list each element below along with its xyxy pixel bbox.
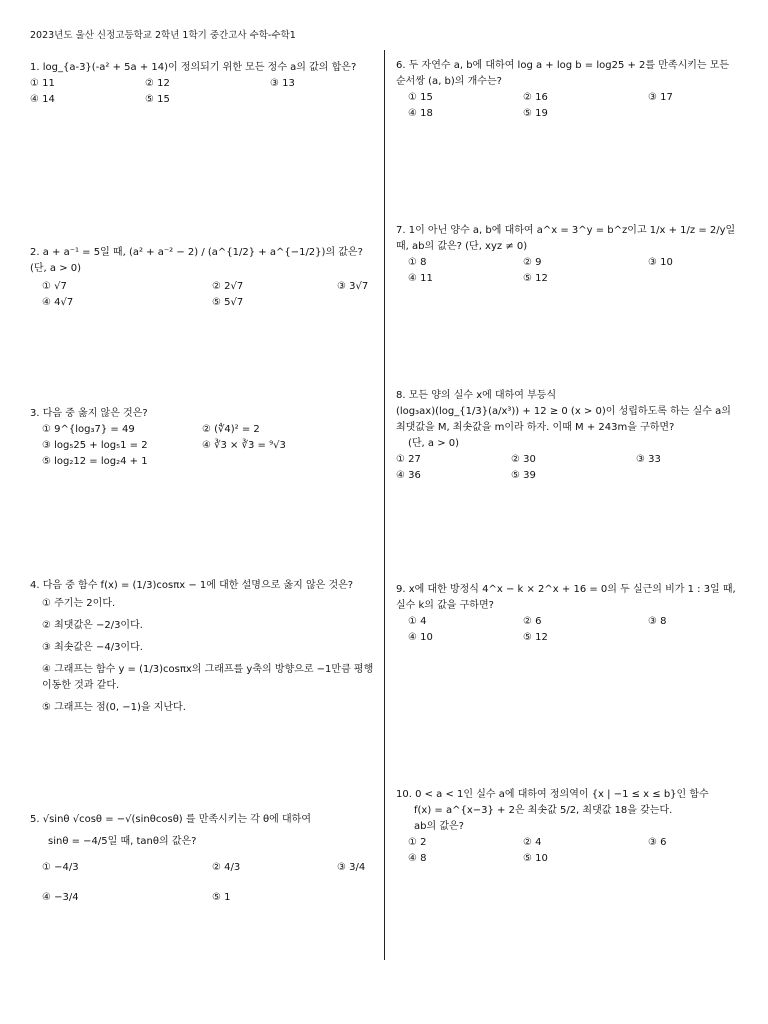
question-9-stem: 9. x에 대한 방정식 4^x − k × 2^x + 16 = 0의 두 실근의 비가 1 : 3일 때, 실수 k의 값을 구하면? (396, 584, 736, 611)
question-5 (30, 812, 375, 906)
question-10-stem: 10. 0 < a < 1인 실수 a에 대하여 정의역이 {x | −1 ≤ x ≤ b}인 함수 (396, 789, 709, 800)
choice-3[interactable]: ③ 10 (648, 257, 673, 268)
choice-4[interactable]: ④ 36 (396, 470, 421, 481)
choice-3[interactable]: ③ 3/4 (337, 862, 366, 873)
question-8 (396, 388, 741, 484)
choice-1[interactable]: ① 주기는 2이다. (42, 598, 116, 609)
choice-3[interactable]: ③ log₅25 + log₅1 = 2 (42, 440, 148, 451)
question-2 (30, 245, 375, 311)
choice-5[interactable]: ⑤ 5√7 (212, 297, 244, 308)
choice-5[interactable]: ⑤ 12 (523, 632, 548, 643)
choice-3[interactable]: ③ 8 (648, 616, 667, 627)
choice-1[interactable]: ① −4/3 (42, 862, 79, 873)
question-3-stem: 3. 다음 중 옳지 않은 것은? (30, 408, 148, 419)
choice-3[interactable]: ③ 3√7 (337, 281, 369, 292)
choice-4[interactable]: ④ 4√7 (42, 297, 74, 308)
column-divider (384, 50, 385, 960)
choice-1[interactable]: ① 4 (408, 616, 427, 627)
question-3 (30, 406, 375, 470)
choice-2[interactable]: ② 16 (523, 92, 548, 103)
question-8-stem-2: (log₃ax)(log_{1/3}(a/x³)) + 12 ≥ 0 (x > 0)이 성립하도록 하는 실수 a의 최댓값을 M, 최솟값을 m이라 하자. 이때 M + 243m을 구하면? (396, 406, 731, 433)
choice-2[interactable]: ② 6 (523, 616, 542, 627)
question-8-stem-3: (단, a > 0) (408, 438, 460, 449)
question-5-stem-2: sinθ = −4/5일 때, tanθ의 값은? (48, 836, 197, 847)
choice-3[interactable]: ③ 17 (648, 92, 673, 103)
question-5-stem: 5. √sinθ √cosθ = −√(sinθcosθ) 를 만족시키는 각 θ에 대하여 (30, 814, 311, 825)
choice-4[interactable]: ④ 14 (30, 94, 55, 105)
choice-4[interactable]: ④ 11 (408, 273, 433, 284)
choice-2[interactable]: ② 9 (523, 257, 542, 268)
choice-3[interactable]: ③ 13 (270, 78, 295, 89)
choice-3[interactable]: ③ 33 (636, 454, 661, 465)
choice-2[interactable]: ② 12 (145, 78, 170, 89)
question-8-stem: 8. 모든 양의 실수 x에 대하여 부등식 (396, 390, 557, 401)
question-1-stem: 1. log_{a-3}(-a² + 5a + 14)이 정의되기 위한 모든 정수 a의 값의 합은? (30, 62, 357, 73)
choice-4[interactable]: ④ 10 (408, 632, 433, 643)
choice-5[interactable]: ⑤ 19 (523, 108, 548, 119)
question-4 (30, 578, 375, 722)
choice-5[interactable]: ⑤ 12 (523, 273, 548, 284)
choice-2[interactable]: ② (∜4)² = 2 (202, 424, 260, 435)
choice-5[interactable]: ⑤ 그래프는 점(0, −1)을 지난다. (42, 702, 186, 713)
choice-4[interactable]: ④ 8 (408, 853, 427, 864)
choice-5[interactable]: ⑤ 10 (523, 853, 548, 864)
choice-4[interactable]: ④ ∛3 × ∛3 = ⁹√3 (202, 440, 286, 451)
choice-4[interactable]: ④ 18 (408, 108, 433, 119)
question-6-stem: 6. 두 자연수 a, b에 대하여 log a + log b = log25 + 2를 만족시키는 모든 순서쌍 (a, b)의 개수는? (396, 60, 730, 87)
choice-2[interactable]: ② 4/3 (212, 862, 241, 873)
question-10-stem-3: ab의 값은? (414, 821, 464, 832)
choice-1[interactable]: ① 15 (408, 92, 433, 103)
choice-1[interactable]: ① 27 (396, 454, 421, 465)
choice-2[interactable]: ② 4 (523, 837, 542, 848)
choice-5[interactable]: ⑤ 15 (145, 94, 170, 105)
choice-5[interactable]: ⑤ 1 (212, 892, 231, 903)
question-2-stem: 2. a + a⁻¹ = 5일 때, (a² + a⁻² − 2) / (a^{1/2} + a^{−1/2})의 값은? (단, a > 0) (30, 247, 363, 274)
choice-1[interactable]: ① √7 (42, 281, 67, 292)
question-7-stem: 7. 1이 아닌 양수 a, b에 대하여 a^x = 3^y = b^z이고 1/x + 1/z = 2/y일 때, ab의 값은? (단, xyz ≠ 0) (396, 225, 736, 252)
choice-2[interactable]: ② 2√7 (212, 281, 244, 292)
question-10-stem-2: f(x) = a^{x−3} + 2은 최솟값 5/2, 최댓값 18을 갖는다. (414, 805, 673, 816)
choice-5[interactable]: ⑤ 39 (511, 470, 536, 481)
question-4-stem: 4. 다음 중 함수 f(x) = (1/3)cosπx − 1에 대한 설명으로 옳지 않은 것은? (30, 580, 354, 591)
choice-2[interactable]: ② 최댓값은 −2/3이다. (42, 620, 143, 631)
question-9 (396, 582, 741, 646)
choice-3[interactable]: ③ 6 (648, 837, 667, 848)
question-6 (396, 58, 741, 122)
choice-1[interactable]: ① 8 (408, 257, 427, 268)
choice-1[interactable]: ① 11 (30, 78, 55, 89)
choice-4[interactable]: ④ 그래프는 함수 y = (1/3)cosπx의 그래프를 y축의 방향으로 −1만큼 평행이동한 것과 같다. (42, 664, 374, 691)
exam-header: 2023년도 울산 신정고등학교 2학년 1학기 중간고사 수학-수학1 (30, 30, 296, 41)
choice-3[interactable]: ③ 최솟값은 −4/3이다. (42, 642, 143, 653)
question-10 (396, 787, 741, 867)
choice-5[interactable]: ⑤ log₂12 = log₂4 + 1 (42, 456, 148, 467)
question-1 (30, 60, 375, 108)
choice-2[interactable]: ② 30 (511, 454, 536, 465)
choice-1[interactable]: ① 2 (408, 837, 427, 848)
choice-1[interactable]: ① 9^{log₃7} = 49 (42, 424, 135, 435)
question-7 (396, 223, 741, 287)
choice-4[interactable]: ④ −3/4 (42, 892, 79, 903)
